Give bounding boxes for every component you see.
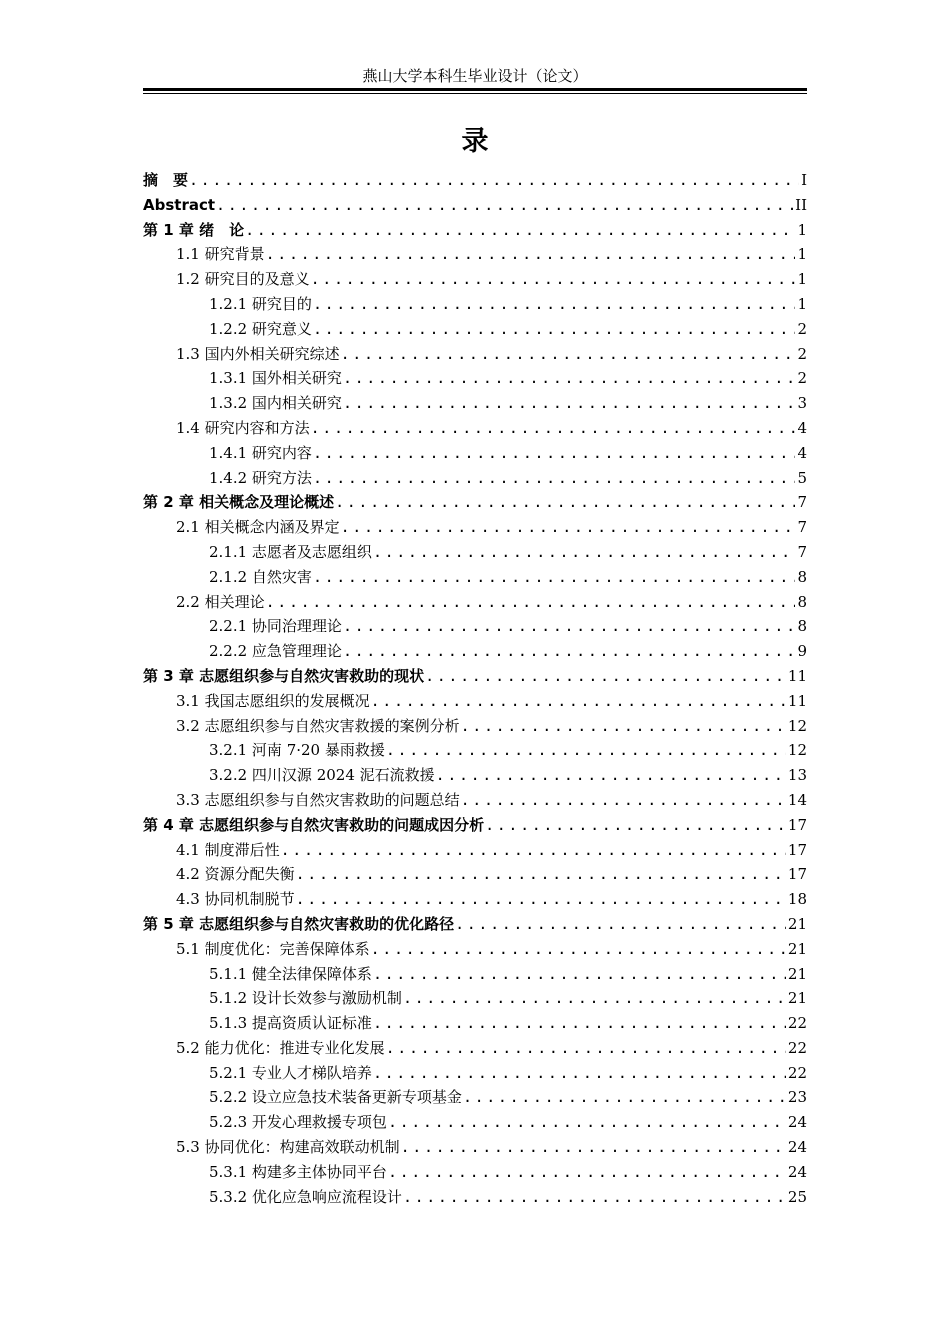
toc-entry-page-number: 9 xyxy=(797,642,807,661)
toc-entry-page-number: 22 xyxy=(787,1014,807,1033)
toc-entry-page-number: 13 xyxy=(787,766,807,785)
toc-entry-label: 5.1 制度优化：完善保障体系 xyxy=(176,939,370,958)
toc-entry-page-number: 1 xyxy=(797,294,807,313)
toc-entry[interactable] xyxy=(143,788,807,813)
toc-entry-label: 2.1.1 志愿者及志愿组织 xyxy=(209,542,372,561)
toc-entry[interactable] xyxy=(143,1085,807,1110)
toc-entry-page-number: 2 xyxy=(797,344,807,363)
toc-dot-leader xyxy=(313,317,796,342)
toc-dot-leader xyxy=(296,887,786,912)
running-header: 燕山大学本科生毕业设计（论文） xyxy=(362,67,588,85)
toc-entry-label: 2.2.1 协同治理理论 xyxy=(209,617,342,636)
toc-entry[interactable] xyxy=(143,763,807,788)
toc-entry-page-number: 24 xyxy=(787,1113,807,1132)
table-of-contents xyxy=(143,168,807,1209)
toc-entry[interactable] xyxy=(143,168,807,193)
toc-entry-page-number: 25 xyxy=(787,1187,807,1206)
toc-entry-page-number: 21 xyxy=(787,989,807,1008)
toc-entry-label: 5.1.1 健全法律保障体系 xyxy=(209,964,372,983)
toc-entry[interactable] xyxy=(143,366,807,391)
toc-entry-page-number: 4 xyxy=(797,443,807,462)
toc-entry[interactable] xyxy=(143,218,807,243)
toc-dot-leader xyxy=(266,590,796,615)
toc-entry[interactable] xyxy=(143,391,807,416)
toc-entry-page-number: 12 xyxy=(787,741,807,760)
toc-entry-label: 1.2.2 研究意义 xyxy=(209,319,312,338)
toc-entry-label: 摘 要 xyxy=(143,171,189,189)
toc-entry-page-number: 21 xyxy=(787,939,807,958)
toc-dot-leader xyxy=(386,738,786,763)
toc-dot-leader xyxy=(343,391,796,416)
toc-dot-leader xyxy=(373,1061,786,1086)
toc-entry-page-number: 8 xyxy=(797,592,807,611)
toc-dot-leader xyxy=(425,664,786,689)
toc-dot-leader xyxy=(311,267,796,292)
toc-entry-label: 1.4.1 研究内容 xyxy=(209,443,312,462)
toc-entry-label: 1.3.1 国外相关研究 xyxy=(209,369,342,388)
toc-entry[interactable] xyxy=(143,242,807,267)
toc-entry[interactable] xyxy=(143,887,807,912)
toc-entry-label: 2.1 相关概念内涵及界定 xyxy=(176,518,340,537)
toc-dot-leader xyxy=(373,1011,786,1036)
toc-entry[interactable] xyxy=(143,813,807,838)
toc-entry-page-number: 8 xyxy=(797,567,807,586)
toc-entry-page-number: 8 xyxy=(797,617,807,636)
toc-entry[interactable] xyxy=(143,590,807,615)
toc-entry-label: 1.2.1 研究目的 xyxy=(209,294,312,313)
toc-dot-leader xyxy=(461,714,786,739)
toc-entry-page-number: 21 xyxy=(787,964,807,983)
toc-entry[interactable] xyxy=(143,1135,807,1160)
toc-entry-page-number: 22 xyxy=(787,1038,807,1057)
toc-entry-label: 第 4 章 志愿组织参与自然灾害救助的问题成因分析 xyxy=(143,815,485,834)
toc-entry[interactable] xyxy=(143,962,807,987)
toc-entry-page-number: 23 xyxy=(787,1088,807,1107)
toc-entry-label: 1.4 研究内容和方法 xyxy=(176,418,310,437)
toc-entry-label: 5.2.3 开发心理救援专项包 xyxy=(209,1113,387,1132)
toc-entry-label: 5.3 协同优化：构建高效联动机制 xyxy=(176,1138,400,1157)
toc-dot-leader xyxy=(371,689,786,714)
toc-entry[interactable] xyxy=(143,1061,807,1086)
toc-entry-label: 5.2.1 专业人才梯队培养 xyxy=(209,1063,372,1082)
toc-entry-label: 1.2 研究目的及意义 xyxy=(176,270,310,289)
toc-dot-leader xyxy=(373,962,786,987)
toc-entry[interactable] xyxy=(143,193,807,218)
toc-entry-page-number: II xyxy=(795,195,807,214)
toc-entry-page-number: I xyxy=(801,171,807,189)
toc-dot-leader xyxy=(436,763,786,788)
toc-entry[interactable] xyxy=(143,416,807,441)
toc-entry-label: 3.1 我国志愿组织的发展概况 xyxy=(176,691,370,710)
toc-dot-leader xyxy=(485,813,786,838)
toc-entry[interactable] xyxy=(143,540,807,565)
toc-entry-page-number: 11 xyxy=(787,666,807,685)
toc-entry-label: 第 2 章 相关概念及理论概述 xyxy=(143,493,335,512)
toc-entry-page-number: 7 xyxy=(797,542,807,561)
toc-dot-leader xyxy=(341,515,796,540)
toc-entry[interactable] xyxy=(143,1036,807,1061)
toc-entry[interactable] xyxy=(143,1185,807,1210)
toc-entry-label: 5.3.2 优化应急响应流程设计 xyxy=(209,1187,402,1206)
toc-entry-label: 1.4.2 研究方法 xyxy=(209,468,312,487)
toc-entry[interactable] xyxy=(143,614,807,639)
toc-entry-page-number: 22 xyxy=(787,1063,807,1082)
toc-entry[interactable] xyxy=(143,937,807,962)
toc-entry[interactable] xyxy=(143,267,807,292)
toc-dot-leader xyxy=(371,937,786,962)
toc-entry-label: 5.3.1 构建多主体协同平台 xyxy=(209,1162,387,1181)
toc-entry[interactable] xyxy=(143,342,807,367)
toc-dot-leader xyxy=(461,788,786,813)
toc-dot-leader xyxy=(388,1110,786,1135)
toc-entry[interactable] xyxy=(143,838,807,863)
toc-entry-page-number: 4 xyxy=(797,418,807,437)
toc-entry[interactable] xyxy=(143,862,807,887)
toc-entry-page-number: 1 xyxy=(797,245,807,264)
toc-entry-page-number: 7 xyxy=(797,493,807,512)
toc-entry-label: 第 3 章 志愿组织参与自然灾害救助的现状 xyxy=(143,666,425,685)
header-rule-thin xyxy=(143,93,807,94)
toc-dot-leader xyxy=(373,540,796,565)
toc-entry-label: 1.1 研究背景 xyxy=(176,245,265,264)
toc-dot-leader xyxy=(343,639,796,664)
toc-entry-label: 2.1.2 自然灾害 xyxy=(209,567,312,586)
toc-entry[interactable] xyxy=(143,515,807,540)
toc-entry-label: 第 1 章 绪 论 xyxy=(143,220,245,239)
toc-dot-leader xyxy=(341,342,796,367)
toc-entry-page-number: 17 xyxy=(787,840,807,859)
toc-entry-page-number: 24 xyxy=(787,1162,807,1181)
toc-entry[interactable] xyxy=(143,490,807,515)
toc-entry-label: 2.2 相关理论 xyxy=(176,592,265,611)
toc-dot-leader xyxy=(343,614,796,639)
toc-entry[interactable] xyxy=(143,986,807,1011)
toc-entry[interactable] xyxy=(143,1160,807,1185)
toc-dot-leader xyxy=(313,466,796,491)
toc-dot-leader xyxy=(313,565,796,590)
toc-entry-page-number: 3 xyxy=(797,394,807,413)
toc-entry-page-number: 2 xyxy=(797,369,807,388)
toc-dot-leader xyxy=(313,292,796,317)
toc-entry[interactable] xyxy=(143,664,807,689)
toc-entry-label: 5.2 能力优化：推进专业化发展 xyxy=(176,1038,385,1057)
toc-entry-page-number: 17 xyxy=(787,865,807,884)
toc-entry-page-number: 11 xyxy=(787,691,807,710)
toc-entry-label: 3.2.2 四川汉源 2024 泥石流救援 xyxy=(209,766,435,785)
toc-entry[interactable] xyxy=(143,714,807,739)
toc-entry[interactable] xyxy=(143,1011,807,1036)
toc-entry-page-number: 12 xyxy=(787,716,807,735)
toc-dot-leader xyxy=(335,490,795,515)
toc-entry-label: 3.3 志愿组织参与自然灾害救助的问题总结 xyxy=(176,790,460,809)
toc-dot-leader xyxy=(311,416,796,441)
toc-entry-label: 4.3 协同机制脱节 xyxy=(176,890,295,909)
toc-dot-leader xyxy=(281,838,786,863)
toc-entry-label: Abstract xyxy=(143,195,216,214)
toc-entry-label: 3.2 志愿组织参与自然灾害救援的案例分析 xyxy=(176,716,460,735)
toc-entry-page-number: 1 xyxy=(797,270,807,289)
toc-dot-leader xyxy=(216,193,793,218)
toc-dot-leader xyxy=(245,218,795,243)
toc-dot-leader xyxy=(386,1036,786,1061)
toc-entry-label: 1.3 国内外相关研究综述 xyxy=(176,344,340,363)
toc-entry-label: 5.1.3 提高资质认证标准 xyxy=(209,1014,372,1033)
toc-entry-label: 2.2.2 应急管理理论 xyxy=(209,642,342,661)
toc-entry[interactable] xyxy=(143,565,807,590)
header-rule-thick xyxy=(143,88,807,91)
toc-entry[interactable] xyxy=(143,689,807,714)
toc-entry-label: 3.2.1 河南 7·20 暴雨救援 xyxy=(209,741,385,760)
toc-entry-label: 1.3.2 国内相关研究 xyxy=(209,394,342,413)
toc-entry-page-number: 1 xyxy=(797,220,807,239)
toc-dot-leader xyxy=(463,1085,786,1110)
toc-entry[interactable] xyxy=(143,1110,807,1135)
toc-title: 录 xyxy=(461,126,489,157)
toc-entry[interactable] xyxy=(143,317,807,342)
toc-entry[interactable] xyxy=(143,466,807,491)
toc-dot-leader xyxy=(189,168,799,193)
toc-dot-leader xyxy=(455,912,786,937)
toc-entry-page-number: 5 xyxy=(797,468,807,487)
toc-entry[interactable] xyxy=(143,912,807,937)
toc-entry-label: 5.1.2 设计长效参与激励机制 xyxy=(209,989,402,1008)
toc-dot-leader xyxy=(343,366,796,391)
toc-entry-page-number: 2 xyxy=(797,319,807,338)
toc-entry-page-number: 7 xyxy=(797,518,807,537)
toc-dot-leader xyxy=(388,1160,786,1185)
toc-entry-page-number: 24 xyxy=(787,1138,807,1157)
toc-entry[interactable] xyxy=(143,441,807,466)
toc-entry-label: 4.1 制度滞后性 xyxy=(176,840,280,859)
toc-entry[interactable] xyxy=(143,639,807,664)
toc-dot-leader xyxy=(403,986,786,1011)
toc-dot-leader xyxy=(266,242,796,267)
toc-dot-leader xyxy=(403,1185,786,1210)
toc-dot-leader xyxy=(401,1135,786,1160)
toc-dot-leader xyxy=(313,441,796,466)
toc-entry-label: 4.2 资源分配失衡 xyxy=(176,865,295,884)
toc-entry[interactable] xyxy=(143,738,807,763)
toc-dot-leader xyxy=(296,862,786,887)
toc-entry-label: 5.2.2 设立应急技术装备更新专项基金 xyxy=(209,1088,462,1107)
toc-entry-page-number: 18 xyxy=(787,890,807,909)
toc-entry-page-number: 17 xyxy=(787,815,807,834)
toc-entry-page-number: 21 xyxy=(787,914,807,933)
toc-entry-page-number: 14 xyxy=(787,790,807,809)
toc-entry-label: 第 5 章 志愿组织参与自然灾害救助的优化路径 xyxy=(143,914,455,933)
toc-entry[interactable] xyxy=(143,292,807,317)
